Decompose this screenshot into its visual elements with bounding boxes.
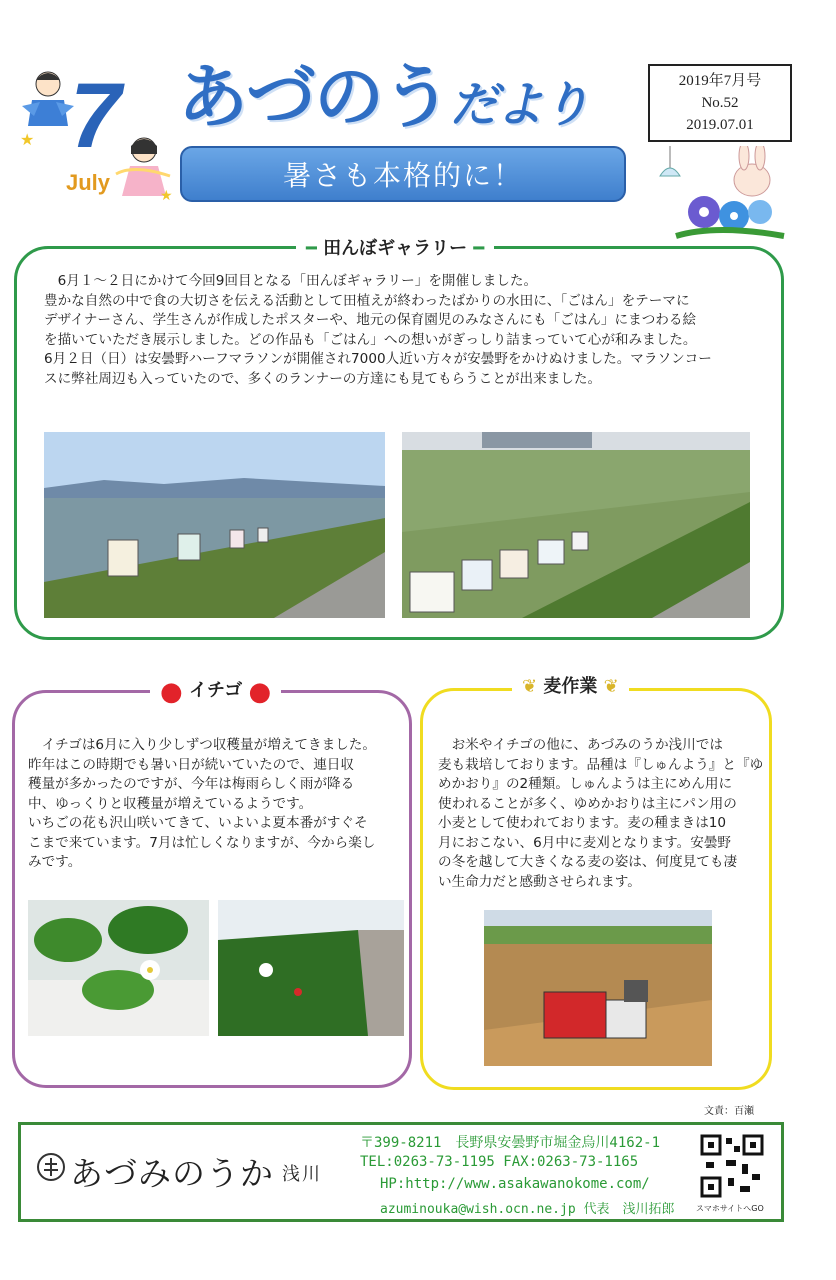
company-address: 〒399-8211 長野県安曇野市堀金烏川4162-1 bbox=[360, 1135, 661, 1151]
strawberry-heading: ● イチゴ ● bbox=[150, 676, 281, 707]
issue-date: 2019.07.01 bbox=[686, 117, 754, 133]
issue-info-box bbox=[648, 64, 792, 142]
wheat-body-text: お米やイチゴの他に、あづみのうか浅川では 麦も栽培しております。品種は『しゅんよう』と『ゆ めかおり』の2種類。しゅんようは主にめん用に 使われることが多く、ゆめかおりは主にパン用の 小麦として使われております。麦の種まきは10 月におこない、6月中に麦刈となります。安曇野 の冬を越して大きくなる麦の姿は、何度見ても凄 い生命力だと感動させられます。 bbox=[438, 737, 764, 890]
qr-code-label: スマホサイトへGO bbox=[696, 1204, 764, 1213]
company-logo-icon bbox=[36, 1152, 66, 1182]
strawberry-icon: ● bbox=[160, 677, 183, 707]
gallery-body-text: 6月１～２日にかけて今回9回目となる「田んぼギャラリー」を開催しました。 豊かな自然の中で食の大切さを伝える活動として田植えが終わったばかりの水田に、「ごはん」をテーマに デザイナーさん、学生さんが作成したポスターや、地元の保育園児のみなさんにも「ごはん」にまつわる絵 を描いていただき展示しました。どの作品も「ごはん」への想いがぎっしり詰まっていて心が和みました。 6月２日（日）は安曇野ハーフマラソンが開催され7000人近い方々が安曇野をかけぬけました。マラソンコー スに弊社周辺も入っていたので、多くのランナーの方達にも見てもらうことが出来ました。 bbox=[44, 273, 712, 387]
author-credit: 文責：百瀬 bbox=[704, 1106, 754, 1117]
strawberry-greenhouse-photo bbox=[218, 900, 404, 1036]
company-homepage-link[interactable]: HP:http://www.asakawanokome.com/ bbox=[380, 1176, 650, 1192]
rabbit-morning-glory-illustration bbox=[656, 146, 786, 240]
wheat-ear-icon: ❦ bbox=[522, 676, 538, 697]
company-logo-name: あづみのうか bbox=[70, 1154, 274, 1193]
strawberry-flower-photo bbox=[28, 900, 209, 1036]
issue-number: No.52 bbox=[701, 95, 739, 111]
rice-field-fence-photo bbox=[402, 432, 750, 618]
wheat-heading: ❦ 麦作業 ❦ bbox=[512, 672, 629, 698]
strawberry-icon: ● bbox=[248, 677, 272, 707]
company-branch-name: 浅川 bbox=[282, 1164, 322, 1185]
qr-code-icon[interactable] bbox=[700, 1134, 764, 1198]
newsletter-title: あづのうだより bbox=[178, 56, 589, 138]
rice-field-poster-photo bbox=[44, 432, 385, 618]
hikoboshi-illustration bbox=[18, 66, 78, 136]
gallery-heading: ━ 田んぼギャラリー ━ bbox=[296, 234, 494, 260]
star-icon: ★ bbox=[20, 130, 35, 149]
strawberry-body-text: イチゴは6月に入り少しずつ収穫量が増えてきました。 昨年はこの時期でも暑い日が続いていたので、連日収 穫量が多かったのですが、今年は梅雨らしく雨が降る 中、ゆっくりと収穫量が増えているようです。 いちごの花も沢山咲いてきて、いよいよ夏本番がすぐそ こまで来ています。7月は忙しくなりますが、今から楽し みです。 bbox=[28, 737, 376, 870]
headline-banner: 暑さも本格的に！ bbox=[180, 146, 626, 202]
wheat-ear-icon: ❦ bbox=[603, 676, 619, 697]
company-email-representative[interactable]: azuminouka@wish.ocn.ne.jp 代表 浅川拓郎 bbox=[380, 1202, 675, 1217]
month-english: July bbox=[66, 170, 111, 195]
issue-month: 2019年7月号 bbox=[678, 73, 762, 89]
wheat-harvester-photo bbox=[484, 910, 712, 1066]
star-icon: ★ bbox=[160, 188, 173, 204]
company-phone-fax: TEL:0263-73-1195 FAX:0263-73-1165 bbox=[360, 1154, 639, 1170]
month-number: 7 bbox=[70, 65, 122, 167]
